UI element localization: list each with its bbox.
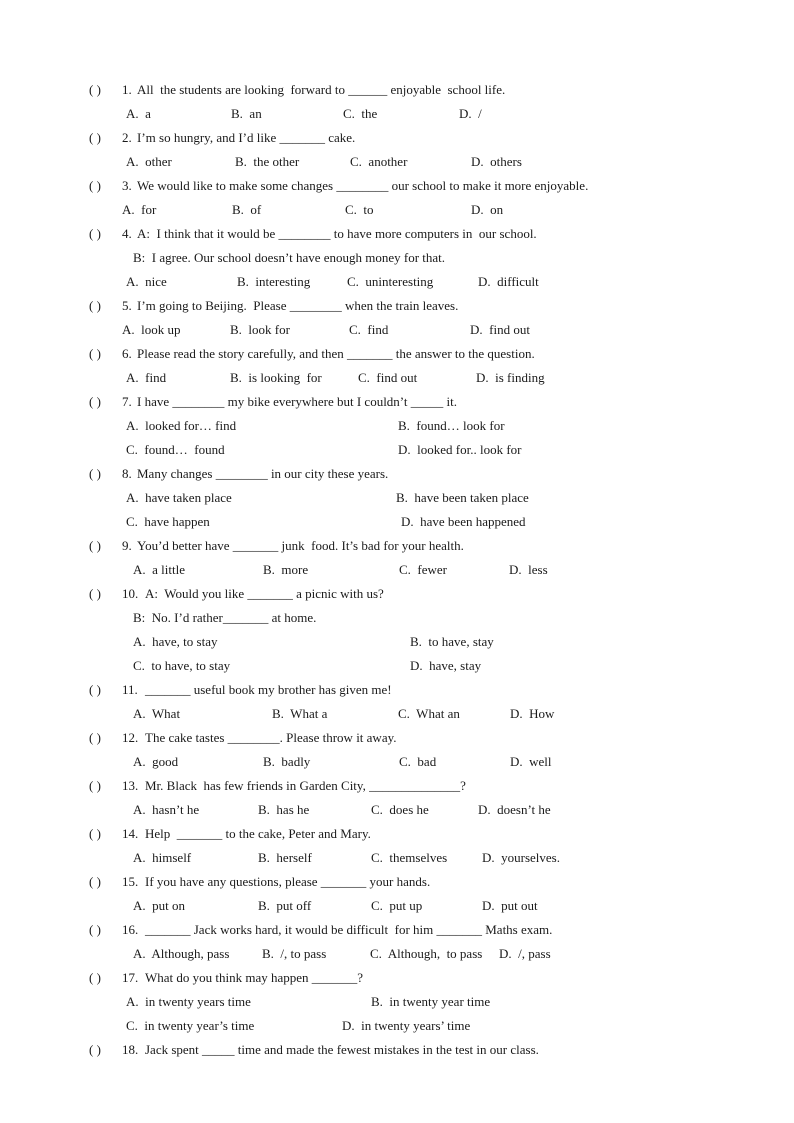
answer-option: A. have, to stay bbox=[133, 634, 218, 649]
answer-option: A. a bbox=[126, 106, 151, 121]
answer-option: D. is finding bbox=[476, 370, 545, 385]
answer-bracket[interactable]: ( ) bbox=[89, 1042, 101, 1057]
answer-option: C. does he bbox=[371, 802, 429, 817]
answer-option: D. others bbox=[471, 154, 522, 169]
answer-option: C. to bbox=[345, 202, 374, 217]
answer-option: D. doesn’t he bbox=[478, 802, 551, 817]
answer-option: A. find bbox=[126, 370, 167, 385]
answer-option: A. Although, pass bbox=[133, 946, 230, 961]
answer-option: D. How bbox=[510, 706, 555, 721]
answer-option: C. put up bbox=[371, 898, 423, 913]
answer-option: C. have happen bbox=[126, 514, 210, 529]
answer-option: C. What an bbox=[398, 706, 460, 721]
answer-option: D. put out bbox=[482, 898, 538, 913]
answer-bracket[interactable]: ( ) bbox=[89, 922, 101, 937]
answer-option: D. find out bbox=[470, 322, 530, 337]
answer-bracket[interactable]: ( ) bbox=[89, 466, 101, 481]
question-number: 13. bbox=[122, 778, 139, 793]
question-text: Jack spent _____ time and made the fewest mistakes in the test in our class. bbox=[145, 1042, 539, 1057]
answer-option: B. in twenty year time bbox=[371, 994, 491, 1009]
answer-option: B. look for bbox=[230, 322, 290, 337]
answer-option: B. an bbox=[231, 106, 262, 121]
answer-option: C. find out bbox=[358, 370, 418, 385]
answer-option: D. looked for.. look for bbox=[398, 442, 522, 457]
answer-option: B. more bbox=[263, 562, 309, 577]
answer-bracket[interactable]: ( ) bbox=[89, 346, 101, 361]
question-text: _______ Jack works hard, it would be difficult for him _______ Maths exam. bbox=[145, 922, 553, 937]
question-number: 10. bbox=[122, 586, 139, 601]
answer-option: D. less bbox=[509, 562, 548, 577]
question-text: Many changes ________ in our city these years. bbox=[137, 466, 389, 481]
question-text: The cake tastes ________. Please throw it away. bbox=[145, 730, 397, 745]
question-number: 15. bbox=[122, 874, 139, 889]
answer-option: B. interesting bbox=[237, 274, 311, 289]
question-number: 9. bbox=[122, 538, 132, 553]
answer-option: D. /, pass bbox=[499, 946, 551, 961]
question-text: You’d better have _______ junk food. It’s bad for your health. bbox=[137, 538, 464, 553]
answer-option: A. What bbox=[133, 706, 181, 721]
answer-bracket[interactable]: ( ) bbox=[89, 970, 101, 985]
question-number: 11. bbox=[122, 682, 138, 697]
question-text: What do you think may happen _______? bbox=[145, 970, 364, 985]
answer-option: A. for bbox=[122, 202, 157, 217]
answer-option: C. Although, to pass bbox=[370, 946, 483, 961]
answer-option: B. of bbox=[232, 202, 262, 217]
question-text: All the students are looking forward to ______ enjoyable school life. bbox=[137, 82, 506, 97]
answer-option: B. has he bbox=[258, 802, 310, 817]
answer-option: D. difficult bbox=[478, 274, 539, 289]
answer-option: D. well bbox=[510, 754, 552, 769]
answer-option: C. bad bbox=[399, 754, 437, 769]
answer-bracket[interactable]: ( ) bbox=[89, 298, 101, 313]
answer-option: B. /, to pass bbox=[262, 946, 327, 961]
answer-option: B. What a bbox=[272, 706, 328, 721]
question-number: 5. bbox=[122, 298, 132, 313]
question-text: _______ useful book my brother has given me! bbox=[145, 682, 392, 697]
question-text: I’m so hungry, and I’d like _______ cake. bbox=[137, 130, 356, 145]
answer-option: A. hasn’t he bbox=[133, 802, 200, 817]
question-number: 7. bbox=[122, 394, 132, 409]
answer-bracket[interactable]: ( ) bbox=[89, 682, 101, 697]
answer-option: C. fewer bbox=[399, 562, 448, 577]
question-number: 2. bbox=[122, 130, 132, 145]
answer-option: C. found… found bbox=[126, 442, 225, 457]
answer-option: C. the bbox=[343, 106, 378, 121]
answer-option: A. looked for… find bbox=[126, 418, 237, 433]
answer-option: D. in twenty years’ time bbox=[342, 1018, 471, 1033]
answer-option: A. nice bbox=[126, 274, 167, 289]
answer-bracket[interactable]: ( ) bbox=[89, 874, 101, 889]
dialogue-reply: B: No. I’d rather_______ at home. bbox=[133, 610, 317, 625]
question-text: We would like to make some changes ________ our school to make it more enjoyable. bbox=[137, 178, 589, 193]
question-number: 3. bbox=[122, 178, 132, 193]
answer-option: C. uninteresting bbox=[347, 274, 434, 289]
question-number: 18. bbox=[122, 1042, 139, 1057]
answer-option: B. put off bbox=[258, 898, 312, 913]
question-text: Mr. Black has few friends in Garden City, ______________? bbox=[145, 778, 466, 793]
answer-bracket[interactable]: ( ) bbox=[89, 82, 101, 97]
question-number: 4. bbox=[122, 226, 132, 241]
answer-option: B. is looking for bbox=[230, 370, 322, 385]
answer-bracket[interactable]: ( ) bbox=[89, 394, 101, 409]
answer-option: B. herself bbox=[258, 850, 312, 865]
answer-bracket[interactable]: ( ) bbox=[89, 826, 101, 841]
dialogue-reply: B: I agree. Our school doesn’t have enough money for that. bbox=[133, 250, 446, 265]
answer-option: A. look up bbox=[122, 322, 181, 337]
answer-option: C. in twenty year’s time bbox=[126, 1018, 255, 1033]
answer-option: D. have been happened bbox=[401, 514, 526, 529]
answer-bracket[interactable]: ( ) bbox=[89, 778, 101, 793]
answer-option: C. themselves bbox=[371, 850, 448, 865]
question-text: If you have any questions, please _______ your hands. bbox=[145, 874, 431, 889]
answer-option: A. other bbox=[126, 154, 172, 169]
answer-option: A. in twenty years time bbox=[126, 994, 251, 1009]
answer-option: B. badly bbox=[263, 754, 311, 769]
answer-bracket[interactable]: ( ) bbox=[89, 538, 101, 553]
answer-option: A. put on bbox=[133, 898, 185, 913]
answer-option: C. to have, to stay bbox=[133, 658, 231, 673]
answer-option: C. another bbox=[350, 154, 408, 169]
answer-option: A. good bbox=[133, 754, 179, 769]
question-text: A: I think that it would be ________ to have more computers in our school. bbox=[137, 226, 537, 241]
answer-bracket[interactable]: ( ) bbox=[89, 730, 101, 745]
question-number: 16. bbox=[122, 922, 139, 937]
question-number: 12. bbox=[122, 730, 139, 745]
answer-option: B. to have, stay bbox=[410, 634, 494, 649]
answer-option: B. found… look for bbox=[398, 418, 505, 433]
question-number: 6. bbox=[122, 346, 132, 361]
question-text: Please read the story carefully, and then _______ the answer to the question. bbox=[137, 346, 535, 361]
question-number: 14. bbox=[122, 826, 139, 841]
answer-option: D. / bbox=[459, 106, 482, 121]
answer-option: B. have been taken place bbox=[396, 490, 529, 505]
question-text: Help _______ to the cake, Peter and Mary. bbox=[145, 826, 371, 841]
question-text: I have ________ my bike everywhere but I couldn’t _____ it. bbox=[137, 394, 457, 409]
answer-option: C. find bbox=[349, 322, 389, 337]
answer-option: D. on bbox=[471, 202, 504, 217]
question-text: A: Would you like _______ a picnic with us? bbox=[145, 586, 384, 601]
question-text: I’m going to Beijing. Please ________ when the train leaves. bbox=[137, 298, 459, 313]
answer-bracket[interactable]: ( ) bbox=[89, 586, 101, 601]
answer-bracket[interactable]: ( ) bbox=[89, 130, 101, 145]
question-number: 8. bbox=[122, 466, 132, 481]
question-number: 17. bbox=[122, 970, 139, 985]
answer-option: A. a little bbox=[133, 562, 185, 577]
answer-option: B. the other bbox=[235, 154, 300, 169]
answer-option: A. himself bbox=[133, 850, 192, 865]
answer-option: D. yourselves. bbox=[482, 850, 560, 865]
answer-bracket[interactable]: ( ) bbox=[89, 226, 101, 241]
question-number: 1. bbox=[122, 82, 132, 97]
answer-option: D. have, stay bbox=[410, 658, 482, 673]
answer-bracket[interactable]: ( ) bbox=[89, 178, 101, 193]
answer-option: A. have taken place bbox=[126, 490, 232, 505]
